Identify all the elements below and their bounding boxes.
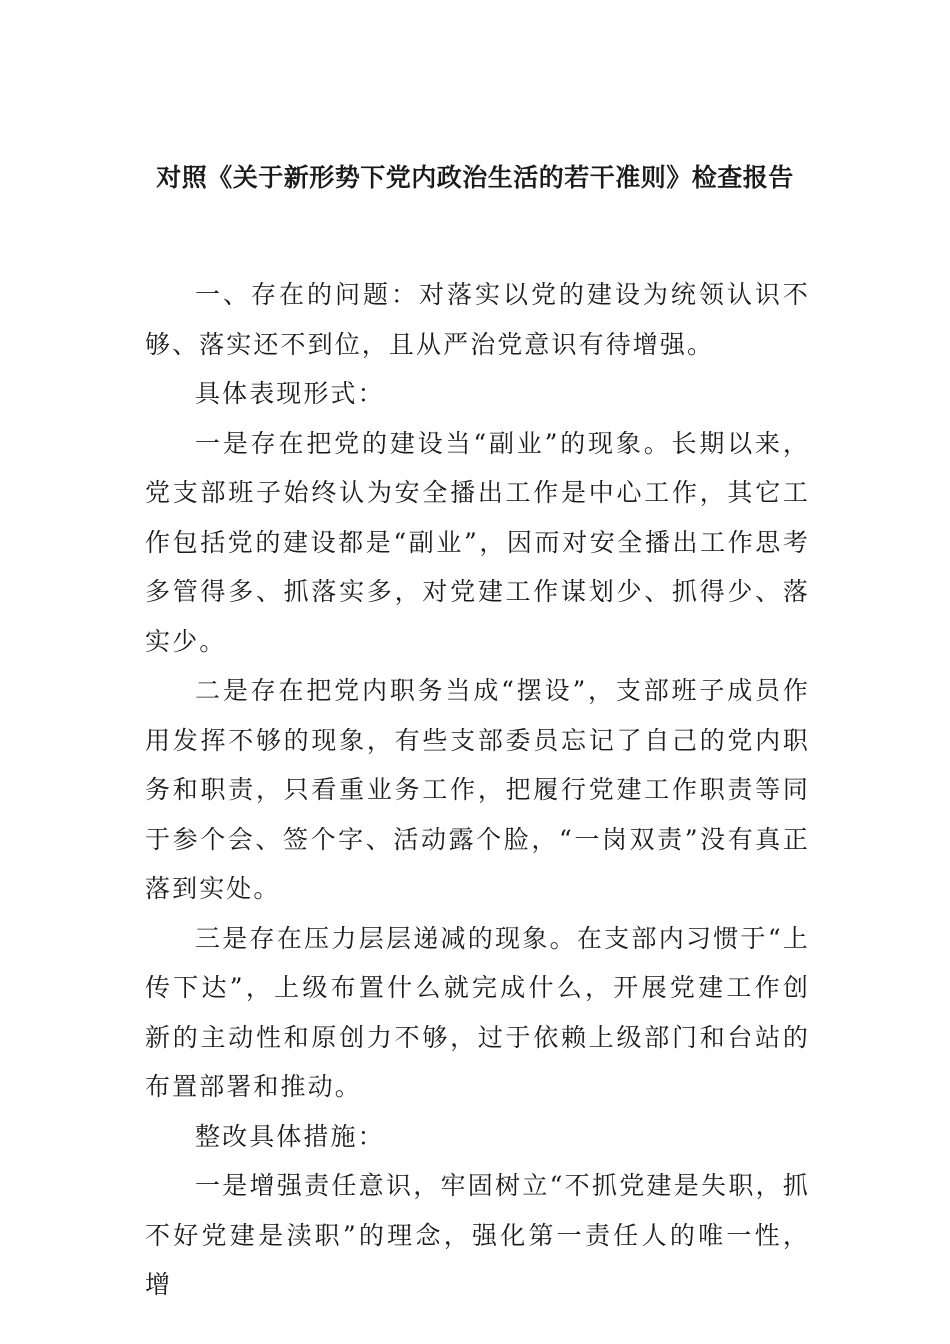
document-title: 对照《关于新形势下党内政治生活的若干准则》检查报告 [156, 163, 794, 192]
paragraph-issue-two: 二是存在把党内职务当成“摆设”，支部班子成员作用发挥不够的现象，有些支部委员忘记了自己的党内职务和职责，只看重业务工作，把履行党建工作职责等同于参个会、签个字、活动露个脸，“一岗双责”没有真正落到实处。 [145, 676, 810, 903]
document-body [145, 270, 810, 1310]
paragraph-measure-one: 一是增强责任意识，牢固树立“不抓党建是失职，抓不好党建是渎职”的理念，强化第一责任人的唯一性，增 [145, 1171, 810, 1299]
paragraph-issue-one: 一是存在把党的建设当“副业”的现象。长期以来，党支部班子始终认为安全播出工作是中心工作，其它工作包括党的建设都是“副业”，因而对安全播出工作思考多管得多、抓落实多，对党建工作谋划少、抓得少、落实少。 [145, 428, 810, 656]
paragraph-problem-summary: 一、存在的问题：对落实以党的建设为统领认识不够、落实还不到位，且从严治党意识有待增强。 [145, 280, 810, 359]
paragraph-issue-three: 三是存在压力层层递减的现象。在支部内习惯于“上传下达”，上级布置什么就完成什么，开展党建工作创新的主动性和原创力不够，过于依赖上级部门和台站的布置部署和推动。 [145, 923, 810, 1101]
paragraph-manifestations-heading: 具体表现形式： [195, 379, 385, 408]
paragraph-measures-heading: 整改具体措施： [195, 1121, 385, 1151]
